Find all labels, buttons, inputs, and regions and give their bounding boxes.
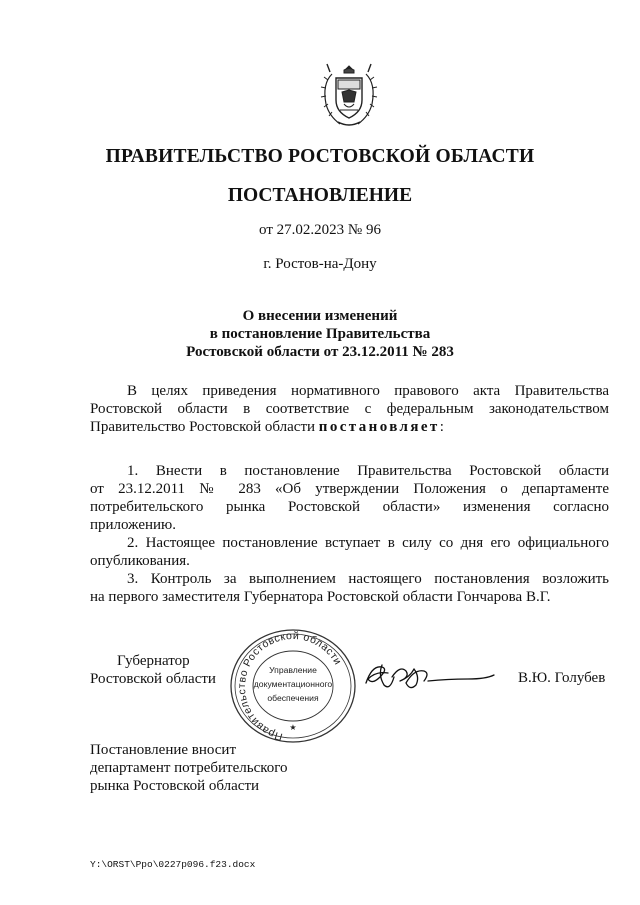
- city: г. Ростов-на-Дону: [263, 256, 377, 272]
- item-line: опубликования.: [90, 553, 190, 569]
- document-subject: [0, 307, 640, 361]
- preamble-lead: Правительство Ростовской области: [90, 419, 319, 435]
- item-line: 1. Внести в постановление Правительства Ростовской области: [127, 463, 609, 479]
- signatory-title-line: Ростовской области: [90, 671, 216, 687]
- preamble-line: Ростовской области в соответствие с федеральным законодательством: [90, 401, 609, 417]
- signatory-title: [90, 652, 230, 688]
- official-stamp: [228, 627, 358, 745]
- document-number: от 27.02.2023 № 96: [259, 222, 381, 238]
- signatory-name: В.Ю. Голубев: [518, 670, 606, 686]
- preamble-line: [90, 418, 609, 436]
- subject-line: Ростовской области от 23.12.2011 № 283: [186, 344, 454, 360]
- handwritten-signature: [362, 659, 497, 693]
- coat-of-arms-emblem: [314, 60, 384, 130]
- submitter-note: [90, 741, 350, 795]
- file-path-footer: Y:\ORST\Ppo\0227p096.f23.docx: [90, 859, 256, 870]
- submitter-line: департамент потребительского: [90, 760, 288, 776]
- item-line: 3. Контроль за выполнением настоящего постановления возложить: [127, 571, 609, 587]
- preamble-line: В целях приведения нормативного правового акта Правительства: [127, 383, 609, 399]
- organization-title: ПРАВИТЕЛЬСТВО РОСТОВСКОЙ ОБЛАСТИ: [105, 146, 535, 167]
- subject-line: в постановление Правительства: [209, 326, 431, 342]
- stamp-center-line: Управление: [269, 665, 317, 675]
- item-line: на первого заместителя Губернатора Ростовской области Гончарова В.Г.: [90, 589, 551, 605]
- preamble-action: постановляет: [318, 419, 440, 435]
- stamp-star: ★: [289, 723, 297, 732]
- document-type: ПОСТАНОВЛЕНИЕ: [227, 185, 413, 206]
- item-line: от 23.12.2011 № 283 «Об утверждении Положения о департаменте: [90, 481, 609, 497]
- submitter-line: рынка Ростовской области: [90, 778, 260, 794]
- item-line: 2. Настоящее постановление вступает в силу со дня его официального: [127, 535, 609, 551]
- item-line: приложению.: [90, 517, 177, 533]
- stamp-center-line: обеспечения: [267, 693, 319, 703]
- item-line: потребительского рынка Ростовской области» изменения согласно: [90, 499, 609, 515]
- stamp-ring-text: Правительство Ростовской области: [235, 629, 344, 743]
- preamble-tail: :: [439, 419, 444, 435]
- signatory-title-line: Губернатор: [117, 653, 190, 669]
- submitter-line: Постановление вносит: [90, 742, 237, 758]
- stamp-center-line: документационного: [253, 679, 333, 689]
- subject-line: О внесении изменений: [242, 308, 398, 324]
